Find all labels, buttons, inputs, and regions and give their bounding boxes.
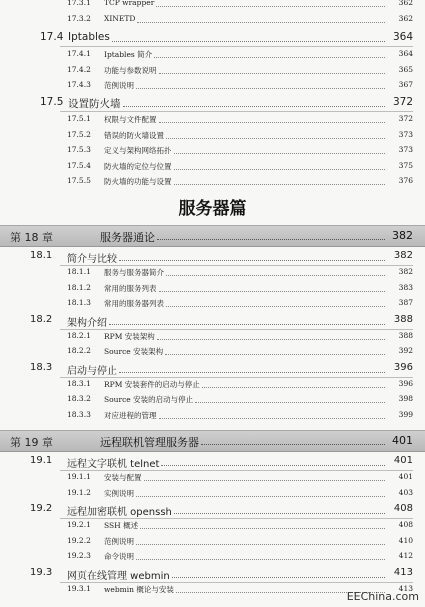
entry-page: 383 xyxy=(398,282,413,292)
chapter-label: 第 18 章 xyxy=(10,231,53,244)
section-rule xyxy=(60,329,413,330)
leader-dots xyxy=(123,96,386,107)
toc-item xyxy=(0,161,425,177)
entry-page: 372 xyxy=(398,114,413,123)
entry-page: 388 xyxy=(398,330,413,340)
section-rule xyxy=(60,111,413,112)
entry-page: 401 xyxy=(393,455,413,466)
toc-item xyxy=(0,130,425,146)
leader-dots xyxy=(157,228,385,240)
section-rule xyxy=(60,582,413,583)
leader-dots xyxy=(109,314,385,325)
entry-page: 376 xyxy=(398,176,413,185)
entry-page: 375 xyxy=(398,160,413,170)
leader-dots xyxy=(112,31,385,42)
section-heading xyxy=(0,455,425,471)
entry-title: 错误的防火墙设置 xyxy=(104,130,164,140)
leader-dots xyxy=(165,346,385,355)
entry-number: 18.3.3 xyxy=(67,409,91,419)
entry-number: 17.5.4 xyxy=(67,160,91,170)
leader-dots xyxy=(161,455,385,466)
leader-dots xyxy=(137,14,385,23)
entry-title: 防火墙的定位与位置 xyxy=(104,161,172,171)
entry-page: 403 xyxy=(398,487,413,497)
toc-item xyxy=(0,298,425,314)
leader-dots xyxy=(144,472,386,481)
entry-title: 范例说明 xyxy=(104,81,134,90)
entry-number: 17.5.1 xyxy=(67,114,91,123)
chapter-page: 401 xyxy=(392,434,413,447)
entry-page: 382 xyxy=(393,250,413,261)
entry-page: 396 xyxy=(398,378,413,388)
entry-title: 实例说明 xyxy=(104,488,134,498)
toc-item xyxy=(0,379,425,395)
leader-dots xyxy=(174,161,386,170)
entry-title: webmin 概论与安装 xyxy=(104,584,174,594)
toc-item xyxy=(0,283,425,299)
entry-page: 410 xyxy=(398,535,413,545)
entry-number: 17.4.1 xyxy=(67,49,91,58)
entry-number: 19.3.1 xyxy=(67,583,91,593)
entry-title: 功能与参数说明 xyxy=(104,65,157,75)
entry-number: 18.3.1 xyxy=(67,378,91,388)
entry-title: XINETD xyxy=(104,14,136,23)
entry-number: 18.3.2 xyxy=(67,394,91,403)
entry-page: 401 xyxy=(398,472,413,481)
entry-title: 架构介绍 xyxy=(67,317,107,329)
section-heading xyxy=(0,250,425,266)
entry-page: 408 xyxy=(398,520,413,529)
leader-dots xyxy=(174,176,386,185)
entry-number: 17.5.3 xyxy=(67,145,91,154)
entry-page: 382 xyxy=(398,267,413,276)
leader-dots xyxy=(136,536,385,545)
section-rule xyxy=(60,265,413,266)
leader-dots xyxy=(159,114,386,123)
section-heading xyxy=(0,31,425,47)
entry-number: 18.3 xyxy=(30,361,53,373)
entry-page: 362 xyxy=(398,14,413,23)
entry-page: 362 xyxy=(398,0,413,7)
section-heading xyxy=(0,314,425,330)
leader-dots xyxy=(136,551,385,560)
entry-number: 18.2.2 xyxy=(67,346,91,355)
entry-number: 18.1 xyxy=(30,250,53,261)
toc-item xyxy=(0,114,425,130)
watermark: EEChina.com xyxy=(346,590,419,603)
entry-number: 18.2 xyxy=(30,313,53,325)
section-rule xyxy=(60,46,413,47)
leader-dots xyxy=(157,331,385,340)
entry-number: 19.2.3 xyxy=(67,551,91,560)
leader-dots xyxy=(195,394,385,403)
entry-number: 19.3 xyxy=(30,566,53,578)
entry-page: 392 xyxy=(398,346,413,355)
leader-dots xyxy=(159,65,386,74)
entry-page: 364 xyxy=(398,49,413,58)
entry-number: 17.3.1 xyxy=(67,0,91,7)
entry-number: 19.2.1 xyxy=(67,520,91,529)
entry-number: 19.2 xyxy=(30,503,53,514)
toc-item xyxy=(0,331,425,347)
toc-item xyxy=(0,410,425,426)
entry-page: 388 xyxy=(393,313,413,325)
entry-number: 18.1.1 xyxy=(67,267,91,276)
entry-number: 17.4 xyxy=(40,31,64,43)
entry-page: 408 xyxy=(393,503,413,514)
toc-item xyxy=(0,0,425,14)
entry-number: 17.4.3 xyxy=(67,80,91,89)
entry-page: 367 xyxy=(398,80,413,89)
toc-item xyxy=(0,520,425,536)
leader-dots xyxy=(159,283,386,292)
entry-title: 设置防火墙 xyxy=(68,98,121,110)
entry-number: 17.5.2 xyxy=(67,129,91,139)
entry-page: 387 xyxy=(398,298,413,307)
entry-page: 396 xyxy=(393,361,413,373)
section-rule xyxy=(60,470,413,471)
chapter-title: 服务器通论 xyxy=(100,231,155,244)
entry-page: 412 xyxy=(398,551,413,560)
leader-dots xyxy=(172,567,385,578)
leader-dots xyxy=(174,503,385,514)
entry-page: 365 xyxy=(398,64,413,74)
leader-dots xyxy=(140,520,385,529)
chapter-18-bar xyxy=(0,225,425,247)
entry-number: 19.2.2 xyxy=(67,535,91,545)
leader-dots xyxy=(166,298,385,307)
leader-dots xyxy=(166,267,385,276)
leader-dots xyxy=(202,379,385,388)
toc-item xyxy=(0,80,425,96)
toc-item xyxy=(0,536,425,552)
entry-title: 防火墙的功能与设置 xyxy=(104,177,172,186)
section-heading xyxy=(0,503,425,519)
entry-title: 远程文字联机 telnet xyxy=(67,459,160,470)
leader-dots xyxy=(119,362,385,373)
leader-dots xyxy=(136,80,385,89)
toc-item xyxy=(0,551,425,567)
entry-title: 服务与服务器简介 xyxy=(104,268,164,277)
entry-title: Source 安装的启动与停止 xyxy=(104,395,194,404)
entry-title: Iptables xyxy=(68,31,110,43)
leader-dots xyxy=(166,130,385,139)
entry-title: Source 安装架构 xyxy=(104,347,164,356)
entry-title: 定义与架构网络拓扑 xyxy=(104,146,172,155)
entry-number: 18.2.1 xyxy=(67,330,91,340)
entry-page: 399 xyxy=(398,409,413,419)
toc-item xyxy=(0,145,425,161)
leader-dots xyxy=(156,0,385,7)
entry-title: RPM 安装架构 xyxy=(104,331,155,341)
toc-item xyxy=(0,472,425,488)
entry-title: RPM 安装套件的启动与停止 xyxy=(104,379,200,389)
entry-page: 373 xyxy=(398,145,413,154)
section-heading xyxy=(0,362,425,378)
chapter-title: 远程联机管理服务器 xyxy=(100,436,199,449)
part-title: 服务器篇 xyxy=(178,199,247,219)
leader-dots xyxy=(119,250,385,261)
entry-number: 18.1.2 xyxy=(67,282,91,292)
chapter-19-bar xyxy=(0,430,425,452)
entry-title: SSH 概述 xyxy=(104,521,139,530)
entry-title: 启动与停止 xyxy=(67,365,117,377)
entry-number: 17.5 xyxy=(40,96,64,108)
toc-item xyxy=(0,488,425,504)
entry-page: 413 xyxy=(393,566,413,578)
section-rule xyxy=(60,518,413,519)
entry-title: 对应进程的管理 xyxy=(104,410,157,420)
entry-number: 17.4.2 xyxy=(67,64,91,74)
chapter-page: 382 xyxy=(392,229,413,242)
entry-title: 远程加密联机 openssh xyxy=(67,507,172,518)
entry-title: Iptables 简介 xyxy=(104,50,153,59)
leader-dots xyxy=(159,410,386,419)
section-rule xyxy=(60,377,413,378)
entry-page: 372 xyxy=(392,96,413,108)
toc-item xyxy=(0,346,425,362)
entry-page: 364 xyxy=(392,31,413,43)
entry-title: TCP wrapper xyxy=(104,0,155,7)
entry-page: 413 xyxy=(398,583,413,593)
toc-item xyxy=(0,14,425,30)
entry-title: 命令说明 xyxy=(104,552,134,561)
entry-number: 17.3.2 xyxy=(67,14,91,23)
chapter-label: 第 19 章 xyxy=(10,436,53,449)
leader-dots xyxy=(201,433,385,445)
leader-dots xyxy=(154,49,385,58)
section-heading xyxy=(0,567,425,583)
entry-page: 398 xyxy=(398,394,413,403)
leader-dots xyxy=(174,145,386,154)
entry-number: 18.1.3 xyxy=(67,298,91,307)
entry-number: 19.1 xyxy=(30,455,53,466)
entry-page: 373 xyxy=(398,129,413,139)
entry-title: 权限与文件配置 xyxy=(104,115,157,124)
section-heading xyxy=(0,96,425,112)
entry-number: 19.1.2 xyxy=(67,487,91,497)
toc-item xyxy=(0,267,425,283)
toc-item xyxy=(0,176,425,192)
leader-dots xyxy=(136,488,385,497)
toc-item xyxy=(0,394,425,410)
entry-title: 安装与配置 xyxy=(104,473,142,482)
entry-title: 范例说明 xyxy=(104,536,134,546)
entry-number: 17.5.5 xyxy=(67,176,91,185)
entry-title: 网页在线管理 webmin xyxy=(67,570,170,582)
entry-title: 常用的服务列表 xyxy=(104,283,157,293)
toc-item xyxy=(0,65,425,81)
entry-number: 19.1.1 xyxy=(67,472,91,481)
entry-title: 常用的服务器列表 xyxy=(104,299,164,308)
toc-item xyxy=(0,49,425,65)
entry-title: 简介与比较 xyxy=(67,254,117,265)
